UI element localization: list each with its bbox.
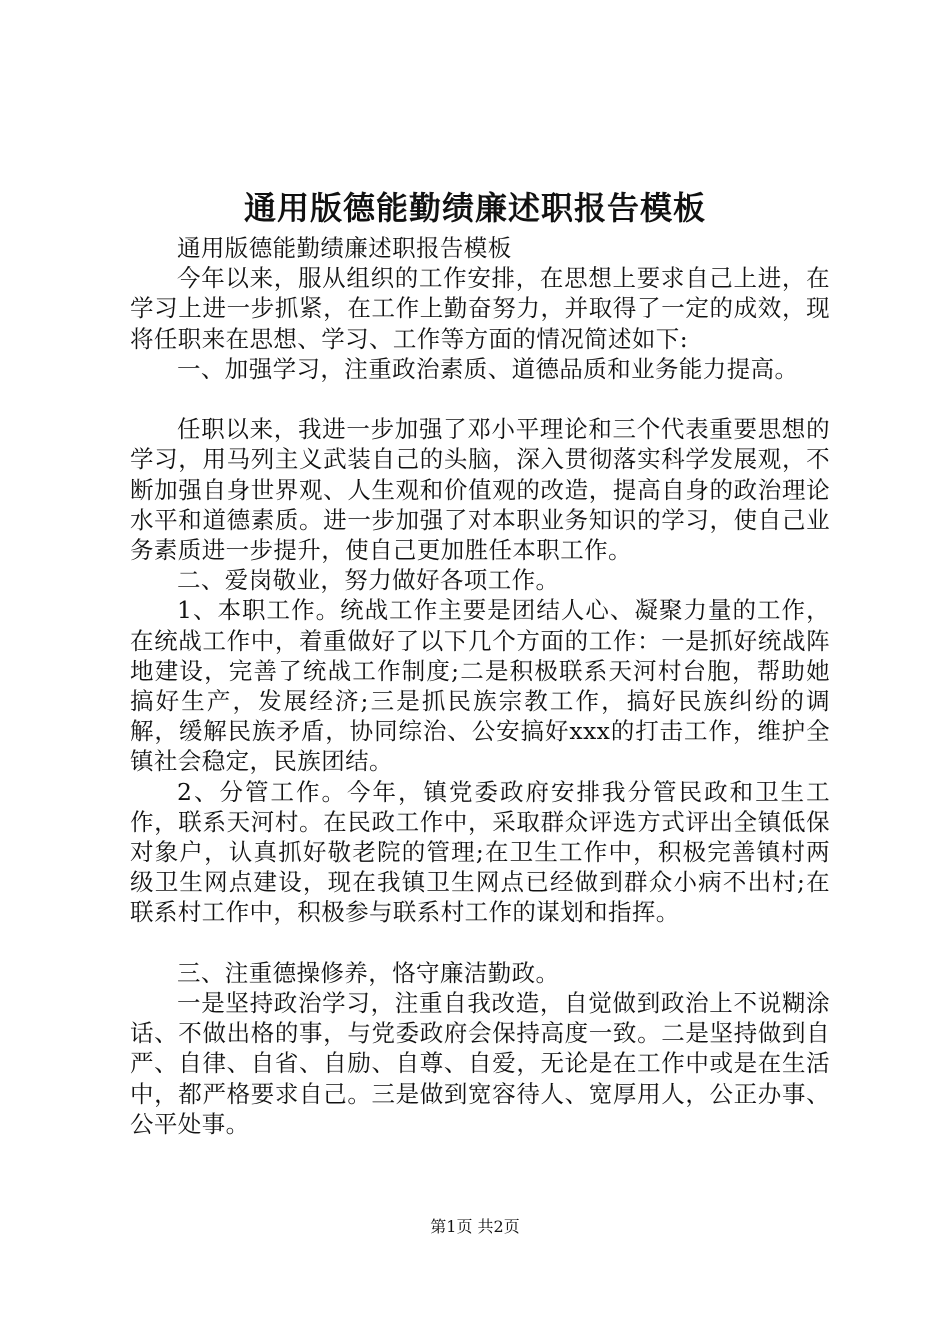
page-number-footer: 第1页 共2页 bbox=[430, 1217, 520, 1236]
paragraph-subtitle: 通用版德能勤绩廉述职报告模板 bbox=[177, 234, 512, 262]
section-heading-2: 二、爱岗敬业，努力做好各项工作。 bbox=[177, 566, 560, 595]
section-heading-1: 一、加强学习，注重政治素质、道德品质和业务能力提高。 bbox=[177, 354, 799, 383]
section-heading-3: 三、注重德操修养，恪守廉洁勤政。 bbox=[177, 958, 560, 987]
document-title: 通用版德能勤绩廉述职报告模板 bbox=[243, 189, 706, 227]
paragraph-intro: 今年以来，服从组织的工作安排，在思想上要求自己上进，在学习上进一步抓紧，在工作上勤奋努力，并取得了一定的成效，现将任职来在思想、学习、工作等方面的情况简述如下: bbox=[130, 264, 830, 353]
paragraph-managed-work: 2、分管工作。今年，镇党委政府安排我分管民政和卫生工作，联系天河村。在民政工作中，采取群众评选方式评出全镇低保对象户，认真抓好敬老院的管理;在卫生工作中，积极完善镇村两级卫生网点建设，现在我镇卫生网点已经做到群众小病不出村;在联系村工作中，积极参与联系村工作的谋划和指挥。 bbox=[130, 777, 830, 927]
paragraph-section-1: 任职以来，我进一步加强了邓小平理论和三个代表重要思想的学习，用马列主义武装自己的头脑，深入贯彻落实科学发展观，不断加强自身世界观、人生观和价值观的改造，提高自身的政治理论水平和道德素质。进一步加强了对本职业务知识的学习，使自己业务素质进一步提升，使自己更加胜任本职工作。 bbox=[130, 415, 830, 565]
paragraph-section-3: 一是坚持政治学习，注重自我改造，自觉做到政治上不说糊涂话、不做出格的事，与党委政府会保持高度一致。二是坚持做到自严、自律、自省、自励、自尊、自爱，无论是在工作中或是在生活中，都严格要求自己。三是做到宽容待人、宽厚用人，公正办事、公平处事。 bbox=[130, 989, 830, 1138]
paragraph-main-work: 1、本职工作。统战工作主要是团结人心、凝聚力量的工作，在统战工作中，着重做好了以下几个方面的工作：一是抓好统战阵地建设，完善了统战工作制度;二是积极联系天河村台胞，帮助她搞好生产，发展经济;三是抓民族宗教工作，搞好民族纠纷的调解，缓解民族矛盾，协同综治、公安搞好xxx的打击工作，维护全镇社会稳定，民族团结。 bbox=[130, 596, 830, 776]
document-body bbox=[130, 233, 830, 1139]
